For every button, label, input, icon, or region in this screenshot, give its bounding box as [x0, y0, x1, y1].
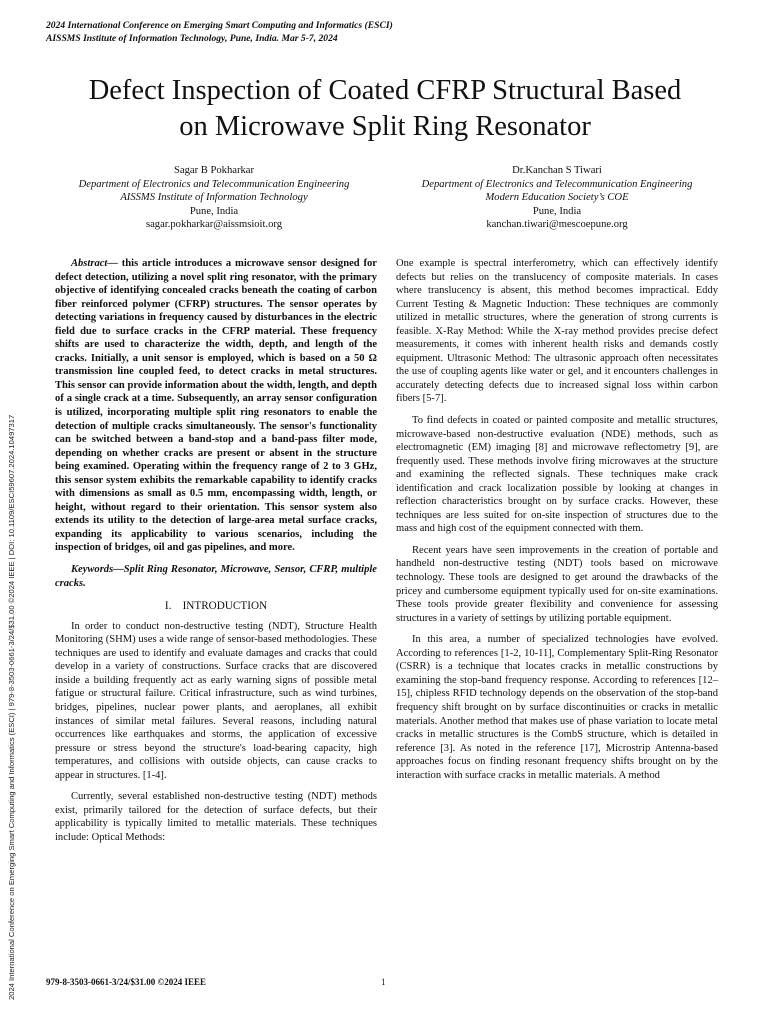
author-city: Pune, India: [532, 205, 582, 217]
paragraph: Recent years have seen improvements in the creation of portable and handheld non-destructive testing (NDT) tools based on microwave technology. These tools are designed to get around the drawbacks of the pricey and cumbersome equipment typically used for on-site examinations. These tools provide greater flexibility and convenience for assessing structures in a variety of settings by utilizing portable equipment.: [396, 544, 718, 624]
title-line-2: on Microwave Split Ring Resonator: [179, 111, 591, 142]
author-name: Sagar B Pokharkar: [173, 165, 255, 176]
author-email: sagar.pokharkar@aissmsioit.org: [145, 219, 283, 231]
left-column: [55, 257, 377, 844]
paragraph: Currently, several established non-destructive testing (NDT) methods exist, primarily tailored for the detection of surface defects, but their applicability is typically limited to metallic materials. These techniques include: Optical Methods:: [55, 791, 377, 843]
paragraph: To find defects in coated or painted composite and metallic structures, microwave-based non-destructive evaluation (NDE) methods, such as electromagnetic (EM) imaging [8] and microwave reflectometry [9], are frequently used. These methods involve firing microwaves at the structure and examining the reflected signals. These techniques make crack identification and crack localization possible by looking at changes in reflection characteristics brought on by surface cracks. However, these techniques are less suited for on-site inspection of structures due to the mass and high cost of the equipment connected with them.: [396, 415, 718, 535]
author-email: kanchan.tiwari@mescoepune.org: [486, 219, 628, 231]
author-block-2: [387, 164, 727, 232]
author-name: Dr.Kanchan S Tiwari: [512, 165, 602, 176]
author-department: Department of Electronics and Telecommunication Engineering: [78, 178, 350, 190]
abstract-text: this article introduces a microwave sensor designed for defect detection, utilizing a novel split ring resonator, with the primary objective of identifying concealed cracks beneath the coating of carbon fiber reinforced polymer (CFRP) structures. The sensor operates by detecting variations in frequency caused by disturbances in the electric field due to surface cracks in the CFRP material. These frequency shifts are used to characterize the width, depth, and length of the cracks. Initially, a unit sensor is employed, which is based on a 50 Ω transmission line coupled feed, to detect cracks in metal structures. This sensor can provide information about the width, length, and depth of a single crack at a time. Subsequently, an array sensor configuration is utilized, incorporating multiple split ring resonators to enable the detection of multiple cracks simultaneously. The sensor's functionality can be switched between a band-stop and a band-pass filter mode, depending on whether cracks are present or absent in the structure being examined. Operating within the frequency range of 2 to 3 GHz, this sensor system exhibits the remarkable capability to identify cracks with dimensions as small as 0.5 mm, encompassing width, length, or height, without regard to their orientation. This sensor system also extends its utility to the detection of large-area metal surface cracks, expanding its applicability to various scenarios, including the inspection of bridges, oil and gas pipelines, and more.: [55, 258, 377, 554]
paragraph: In order to conduct non-destructive testing (NDT), Structure Health Monitoring (SHM) uses a wide range of sensor-based methodologies. These techniques are used to identify and evaluate damages and cracks that could develop in a variety of constructions. Surface cracks that are discovered inside a building frequently act as early warning signs of possible metal fatigue or structural failure. Critical infrastructure, such as wind turbines, bridges, pipelines, nuclear power plants, and aeroplanes, all exhibit instances of similar metal failures. Several reasons, including natural occurrences like earthquakes and storms, the application of excessive pressure or stress beyond the structure's load-bearing capacity, high temperatures, and collisions with outside objects, can cause cracks to appear in structures. [1-4].: [55, 620, 377, 781]
author-city: Pune, India: [189, 205, 239, 217]
conference-venue: AISSMS Institute of Information Technology, Pune, India. Mar 5-7, 2024: [46, 33, 338, 44]
author-block-1: [44, 164, 384, 232]
paragraph: One example is spectral interferometry, which can effectively identify defects but relies on the translucency of composite materials. In cases where translucency is absent, this method becomes impractical. Eddy Current Testing & Magnetic Induction: These techniques are commonly utilized in metallic structures, where the generation of strong currents is feasible. X-Ray Method: While the X-ray method provides precise defect measurements, it comes with inherent health risks and demands costly equipment. Ultrasonic Method: The ultrasonic approach often necessitates the use of coupling agents like water or gel, and it encounters challenges in accurately detecting defects due to increased signal loss within carbon fibers [5-7].: [396, 258, 718, 405]
footer-copyright: 979-8-3503-0661-3/24/$31.00 ©2024 IEEE: [46, 977, 206, 987]
section-heading: I. INTRODUCTION: [164, 600, 268, 613]
side-doi-text: 2024 International Conference on Emerging Smart Computing and Informatics (ESCI) | 979-8-3503-0661-3/24/$31.00 ©2024 IEEE | DOI: 10.1109/ESCI59607.2024.10497317: [7, 414, 16, 1000]
right-column: [396, 257, 718, 782]
keywords: Keywords—Split Ring Resonator, Microwave, Sensor, CFRP, multiple cracks.: [55, 564, 377, 589]
page-number: 1: [381, 977, 386, 987]
author-organization: AISSMS Institute of Information Technology: [120, 192, 308, 204]
abstract-label: Abstract—: [71, 258, 118, 269]
title-line-1: Defect Inspection of Coated CFRP Structural Based: [88, 75, 682, 106]
paper-title: [40, 73, 730, 145]
conference-name: 2024 International Conference on Emerging Smart Computing and Informatics (ESCI): [46, 20, 393, 31]
author-department: Department of Electronics and Telecommunication Engineering: [421, 178, 693, 190]
paragraph: In this area, a number of specialized technologies have evolved. According to references [1-2, 10-11], Complementary Split-Ring Resonator (CSRR) is a technique that locates cracks in metallic constructions by examining the stop-band frequency response. According to references [12–15], chipless RFID technology depends on the observation of the stop-band frequency shift brought on by surface discontinuities or cracks in metallic materials. Another method that makes use of phase variation to locate metal cracks in metallic structures is the CombS structure, which is detailed in reference [3]. As noted in the reference [17], Microstrip Antenna-based approaches focus on finding resonant frequency shifts brought on by the interaction with surface cracks in metallic materials. A method: [396, 634, 718, 781]
author-organization: Modern Education Society’s COE: [485, 192, 629, 204]
abstract: [55, 257, 377, 555]
